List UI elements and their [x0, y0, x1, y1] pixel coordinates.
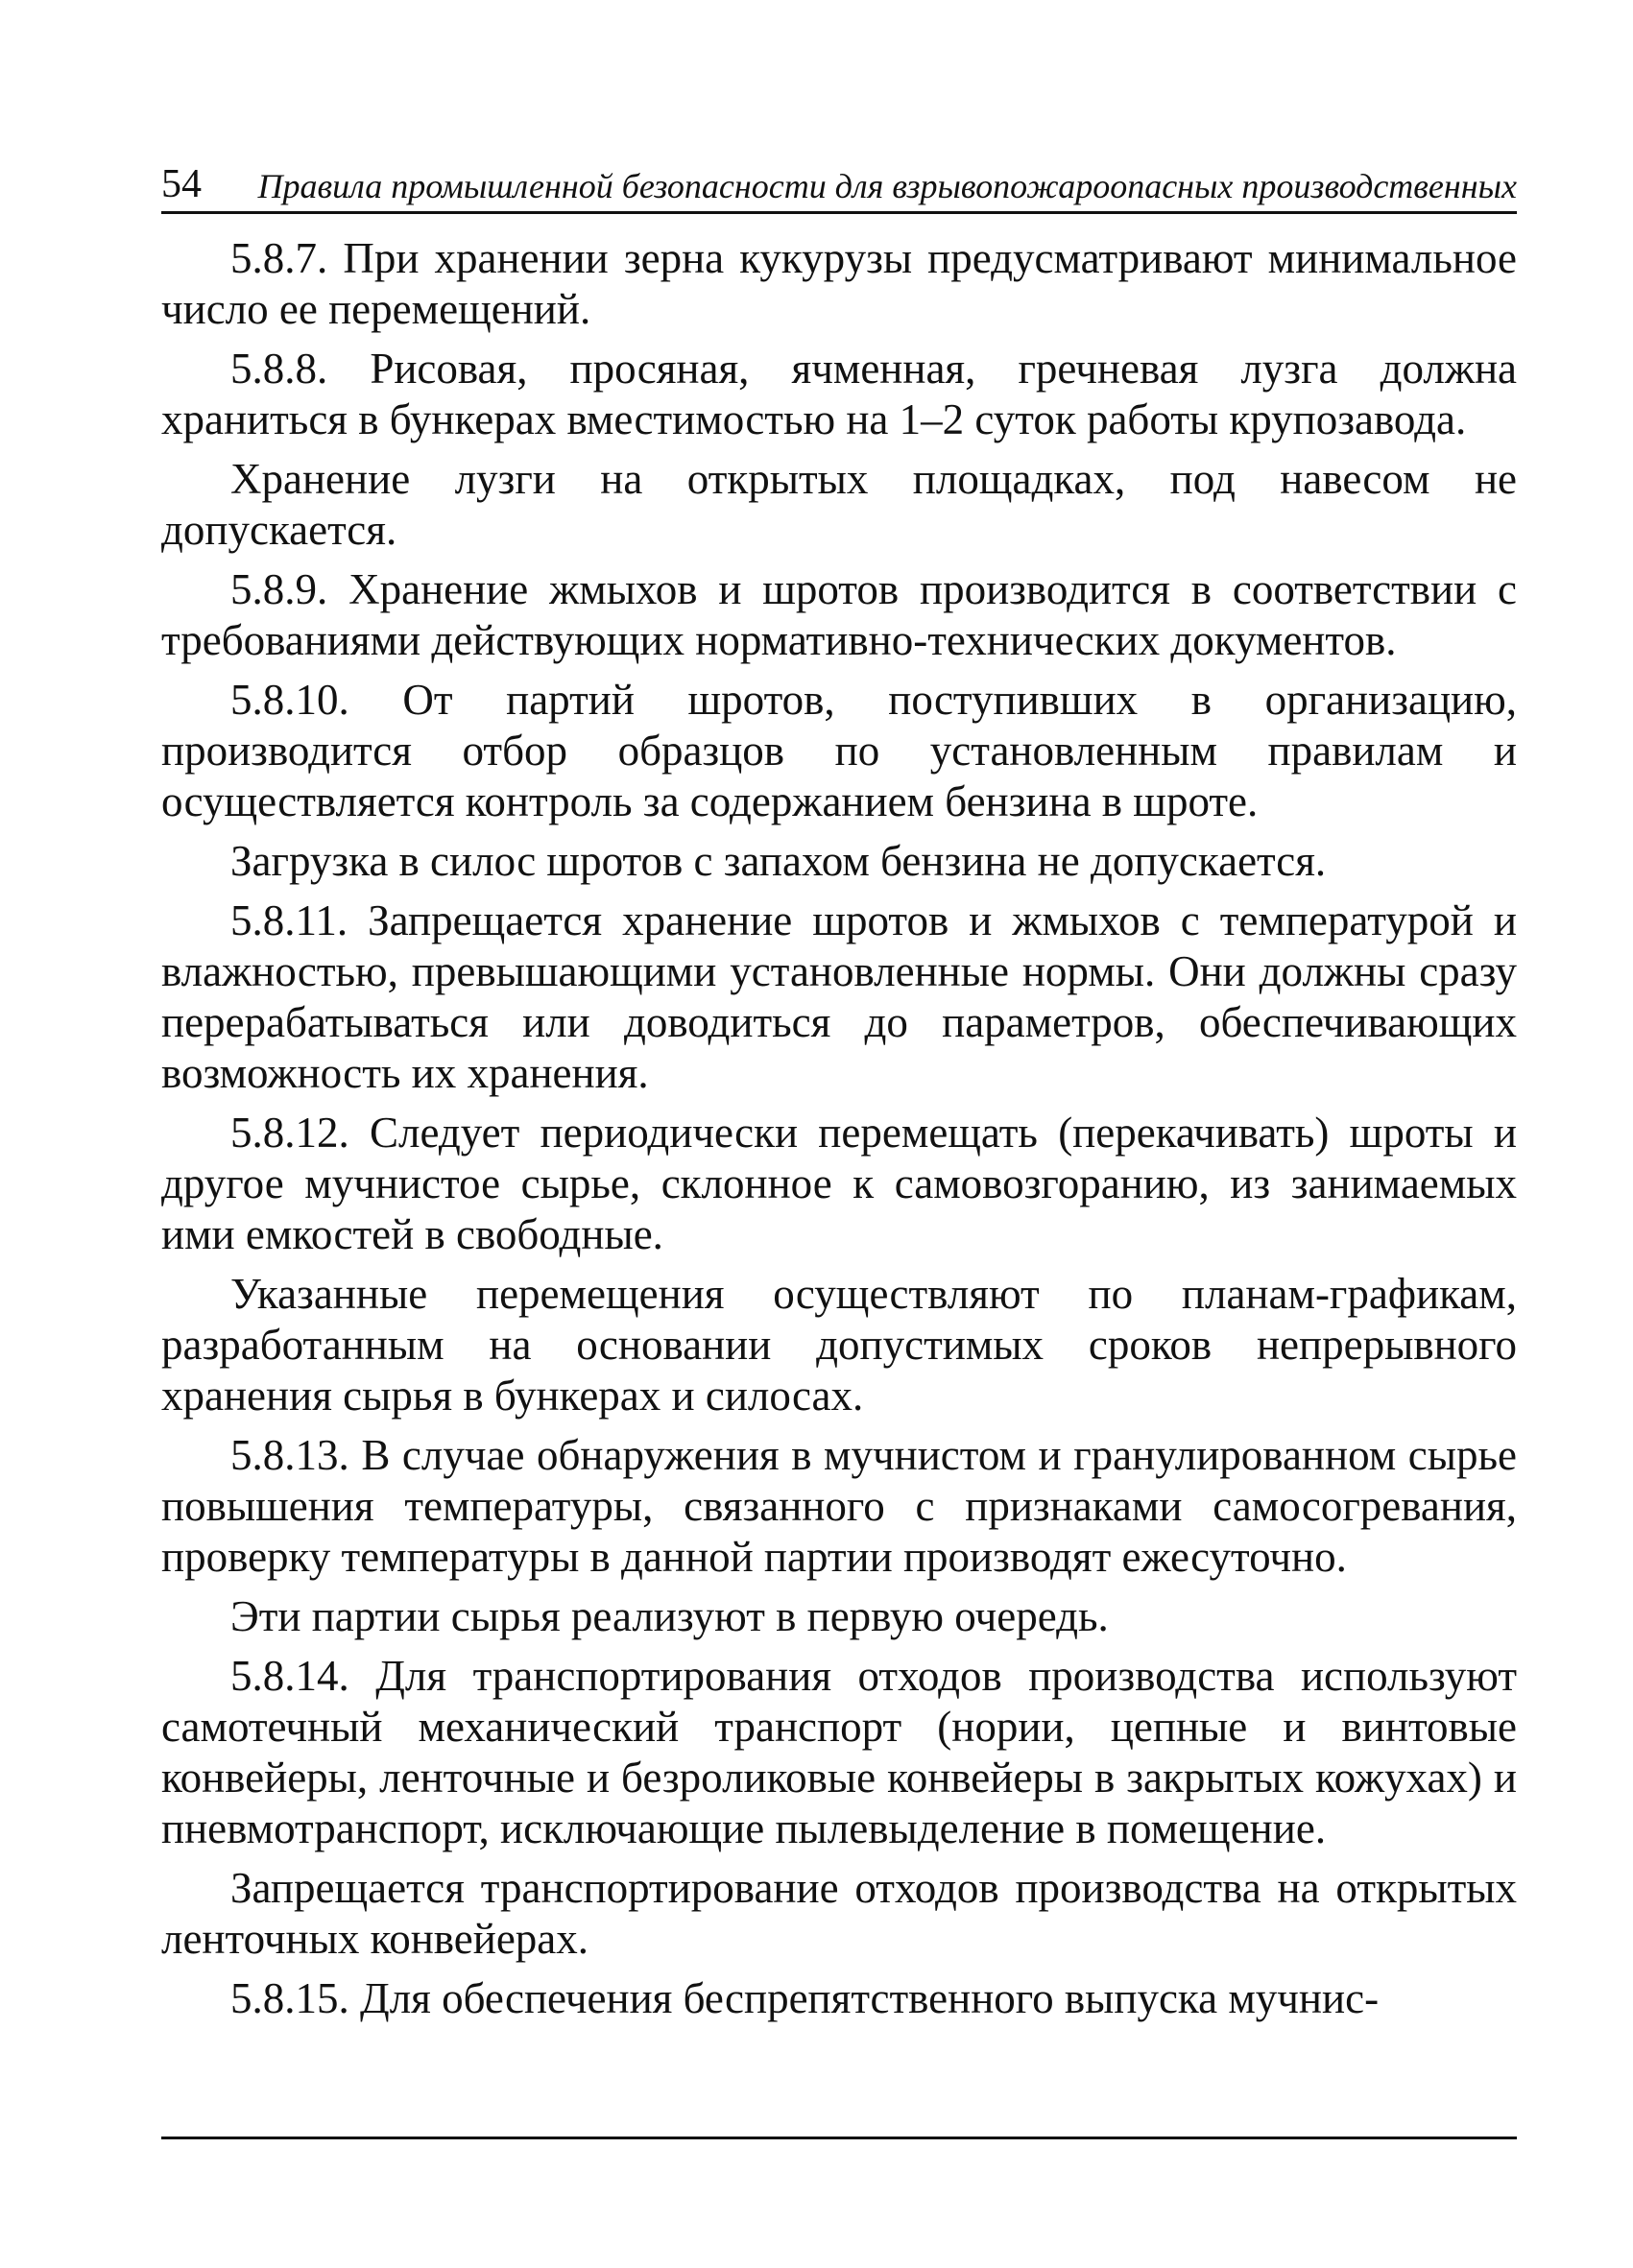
- paragraph-5-8-7: 5.8.7. При хранении зерна кукурузы предусматривают минимальное число ее перемещений.: [161, 234, 1517, 333]
- paragraph-5-8-9: 5.8.9. Хранение жмыхов и шротов производится в соответствии с требованиями действующих нормативно-технических документов.: [161, 565, 1517, 664]
- paragraph-5-8-10: 5.8.10. От партий шротов, поступивших в организацию, производится отбор образцов по установленным правилам и осуществляется контроль за содержанием бензина в шроте.: [161, 676, 1517, 825]
- paragraph-open-conveyors: Запрещается транспортирование отходов производства на открытых ленточных конвейерах.: [161, 1864, 1517, 1963]
- paragraph-silo-loading: Загрузка в силос шротов с запахом бензина не допускается.: [230, 837, 1327, 885]
- paragraph-husk-storage: Хранение лузги на открытых площадках, под навесом не допускается.: [161, 455, 1517, 554]
- running-title: Правила промышленной безопасности для взрывопожароопасных производственных: [257, 167, 1517, 205]
- paragraph-5-8-13: 5.8.13. В случае обнаружения в мучнистом и гранулированном сырье повышения температуры, связанного с признаками самосогревания, проверку температуры в данной партии производят ежесуточно.: [161, 1431, 1517, 1581]
- paragraph-priority-sale: Эти партии сырья реализуют в первую очередь.: [230, 1592, 1109, 1640]
- header-rule: [161, 211, 1517, 214]
- paragraph-5-8-8: 5.8.8. Рисовая, просяная, ячменная, гречневая лузга должна храниться в бункерах вместимостью на 1–2 суток работы крупозавода.: [161, 345, 1517, 443]
- body-text: [161, 233, 1517, 2033]
- paragraph-5-8-12: 5.8.12. Следует периодически перемещать (перекачивать) шроты и другое мучнистое сырье, склонное к самовозгоранию, из занимаемых ими емкостей в свободные.: [161, 1109, 1517, 1258]
- paragraph-5-8-11: 5.8.11. Запрещается хранение шротов и жмыхов с температурой и влажностью, превышающими установленные нормы. Они должны сразу перерабатываться или доводиться до параметров, обеспечивающих возможность их хранения.: [161, 896, 1517, 1097]
- paragraph-5-8-15: 5.8.15. Для обеспечения беспрепятственного выпуска мучнис-: [230, 1974, 1380, 2022]
- page-header: [161, 152, 1517, 213]
- paragraph-relocation-schedule: Указанные перемещения осуществляют по планам-графикам, разработанным на основании допустимых сроков непрерывного хранения сырья в бункерах и силосах.: [161, 1270, 1517, 1420]
- page-number: 54: [161, 162, 202, 206]
- footer-rule: [161, 2137, 1517, 2139]
- paragraph-5-8-14: 5.8.14. Для транспортирования отходов производства используют самотечный механический транспорт (нории, цепные и винтовые конвейеры, ленточные и безроликовые конвейеры в закрытых кожухах) и пневмотранспорт, исключающие пылевыделение в помещение.: [161, 1652, 1517, 1852]
